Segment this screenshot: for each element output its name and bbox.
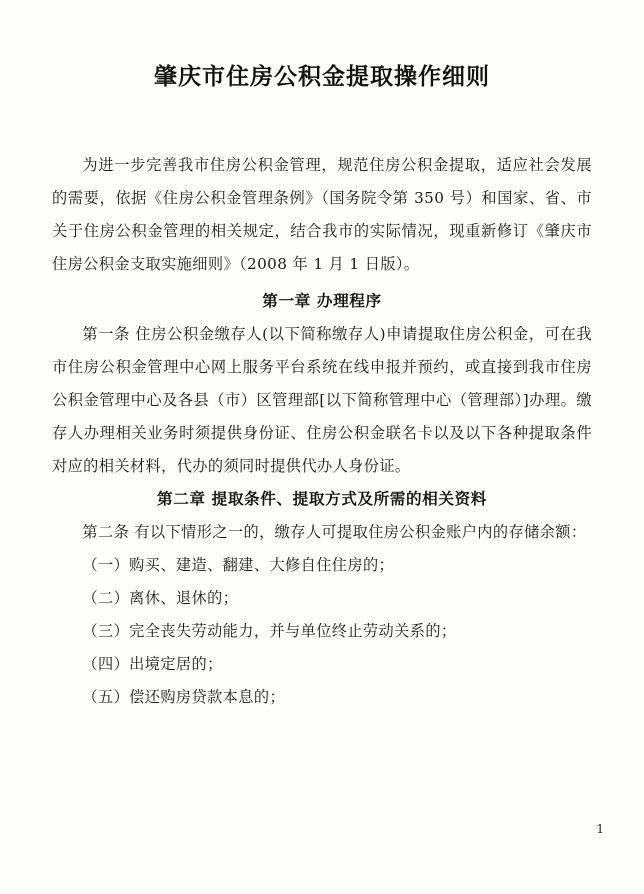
page-number: 1 [596, 822, 604, 836]
chapter-2-paragraph: 第二条 有以下情形之一的，缴存人可提取住房公积金账户内的存储余额： [82, 523, 587, 541]
list-item: （三）完全丧失劳动能力，并与单位终止劳动关系的； [82, 622, 457, 640]
list-item: （二）离休、退休的； [82, 589, 239, 607]
list-item: （四）出境定居的； [82, 655, 223, 673]
list-item: （五）偿还购房贷款本息的； [82, 688, 286, 706]
chapter-heading-2: 第二章 提取条件、提取方式及所需的相关资料 [157, 490, 487, 508]
document-body [52, 149, 592, 714]
chapter-1-paragraph: 第一条 住房公积金缴存人(以下简称缴存人)申请提取住房公积金，可在我市住房公积金管理中心网上服务平台系统在线申报并预约，或直接到我市住房公积金管理中心及各县（市）区管理部[以下简称管理中心（管理部）]办理。缴存人办理相关业务时须提供身份证、住房公积金联名卡以及以下各种提取条件对应的相关材料，代办的须同时提供代办人身份证。 [52, 325, 592, 475]
chapter-heading-1: 第一章 办理程序 [262, 292, 382, 310]
intro-paragraph: 为进一步完善我市住房公积金管理，规范住房公积金提取，适应社会发展的需要，依据《住房公积金管理条例》（国务院令第 350 号）和国家、省、市关于住房公积金管理的相关规定，结合我市的实际情况，现重新修订《肇庆市住房公积金支取实施细则》（2008 年 1 月 1 日版）。 [52, 156, 592, 273]
list-item: （一）购买、建造、翻建、大修自住住房的； [82, 556, 395, 574]
page-title: 肇庆市住房公积金提取操作细则 [154, 64, 490, 90]
